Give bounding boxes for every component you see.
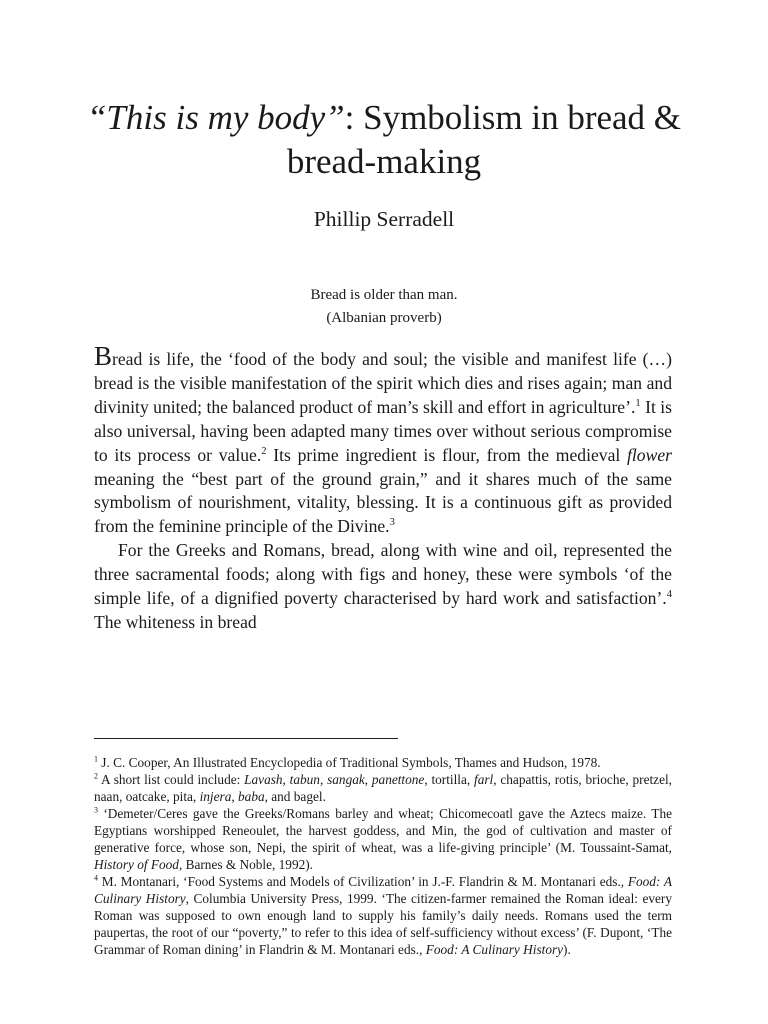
- footnote-number: 1: [94, 754, 98, 764]
- title-rest: : Symbolism in bread & bread-making: [286, 98, 682, 181]
- book-title: Food: A Culinary History: [425, 942, 564, 957]
- paragraph-2: [94, 539, 672, 635]
- footnote-number: 3: [94, 805, 98, 815]
- bread-name-lavash: Lavash: [244, 772, 283, 787]
- footnote-1: [94, 754, 672, 771]
- footnote-1-text: J. C. Cooper, An Illustrated Encyclopedia of Traditional Symbols, Thames and Hudson, 1978.: [97, 755, 601, 770]
- epigraph-quote: Bread is older than man.: [310, 287, 458, 303]
- footnote-3-text-b: , Barnes & Noble, 1992).: [178, 857, 314, 872]
- separator: ,: [364, 772, 372, 787]
- flower-term: flower: [627, 444, 672, 465]
- paragraph-1-text-b: It is also universal, having been adapted many times over without serious compromise to its process or value.: [94, 396, 672, 465]
- footnote-3-text-a: ‘Demeter/Ceres gave the Greeks/Romans barley and wheat; Chicomecoatl gave the Aztecs maize. The Egyptians worshipped Reneoulet, the harvest goddess, and Min, the god of cultivation and master of generative force, whose son, Nepi, the spirit of wheat, was a life-giving principle’ (M. Toussaint-Samat,: [94, 806, 672, 855]
- footnote-4-text-a: M. Montanari, ‘Food Systems and Models of Civilization’ in J.-F. Flandrin & M. Montanari eds.,: [97, 874, 628, 889]
- footnote-4-text-b: , Columbia University Press, 1999. ‘The citizen-farmer remained the Roman ideal: every Roman was supposed to own enough land to supply his family’s daily needs. Romans used the term paupertas, the root of our “poverty,” to refer to this idea of self-sufficiency without excess’ (F. Dupont, ‘The Grammar of Roman dining’ in Flandrin & M. Montanari eds.,: [94, 891, 672, 957]
- separator: ,: [319, 772, 328, 787]
- epigraph: [60, 284, 708, 330]
- epigraph-attribution: (Albanian proverb): [326, 310, 442, 326]
- bread-name-farl: farl: [474, 772, 494, 787]
- separator: ,: [231, 789, 239, 804]
- paragraph-2-text-a: For the Greeks and Romans, bread, along with wine and oil, represented the three sacramental foods; along with figs and honey, these were symbols ‘of the simple life, of a dignified poverty characterised by hard work and satisfaction’.: [94, 540, 672, 609]
- bread-name-baba: baba: [238, 789, 265, 804]
- footnote-4: [94, 873, 672, 958]
- bread-name-panettone: panettone: [371, 772, 425, 787]
- bread-name-tabun: tabun: [289, 772, 320, 787]
- footnote-2-text-b: , tortilla,: [424, 772, 475, 787]
- footnote-ref-3[interactable]: 3: [389, 517, 395, 529]
- paragraph-1-text-a: read is life, the ‘food of the body and soul; the visible and manifest life (…) bread is the visible manifestation of the spirit which dies and rises again; man and divinity united; the balanced product of man’s skill and effort in agriculture’.: [94, 349, 672, 417]
- footnote-number: 4: [94, 873, 98, 883]
- title-quote: “This is my body”: [86, 98, 345, 137]
- separator: ,: [282, 772, 290, 787]
- footnote-2-text-a: A short list could include:: [97, 772, 245, 787]
- footnote-number: 2: [94, 771, 98, 781]
- drop-cap: B: [94, 341, 113, 371]
- footnote-ref-4[interactable]: 4: [666, 589, 672, 601]
- paragraph-1: [94, 341, 672, 539]
- book-title: History of Food: [94, 857, 179, 872]
- footnote-2-text-d: , and bagel.: [264, 789, 326, 804]
- footnote-3: [94, 805, 672, 873]
- book-title: Food: A Culinary History: [94, 874, 673, 906]
- footnote-4-text-c: ).: [563, 942, 571, 957]
- paragraph-2-text-b: The whiteness in bread: [94, 611, 257, 632]
- footnotes: [94, 754, 672, 958]
- footnote-2: [94, 771, 672, 805]
- body-text: [94, 341, 672, 635]
- footnote-2-text-c: , chapattis, rotis, brioche, pretzel, naan, oatcake, pita,: [94, 772, 672, 804]
- footnote-ref-2[interactable]: 2: [261, 445, 267, 457]
- paragraph-1-text-c: Its prime ingredient is flour, from the medieval: [266, 444, 628, 465]
- paragraph-1-text-d: meaning the “best part of the ground grain,” and it shares much of the same symbolism of nourishment, vitality, blessing. It is a continuous gift as provided from the feminine principle of the Divine.: [94, 468, 672, 537]
- paper-title: [60, 96, 708, 184]
- footnote-divider: [94, 738, 398, 739]
- author-name: Phillip Serradell: [313, 207, 455, 231]
- bread-name-sangak: sangak: [327, 772, 365, 787]
- bread-name-injera: injera: [199, 789, 232, 804]
- footnote-ref-1[interactable]: 1: [635, 397, 641, 409]
